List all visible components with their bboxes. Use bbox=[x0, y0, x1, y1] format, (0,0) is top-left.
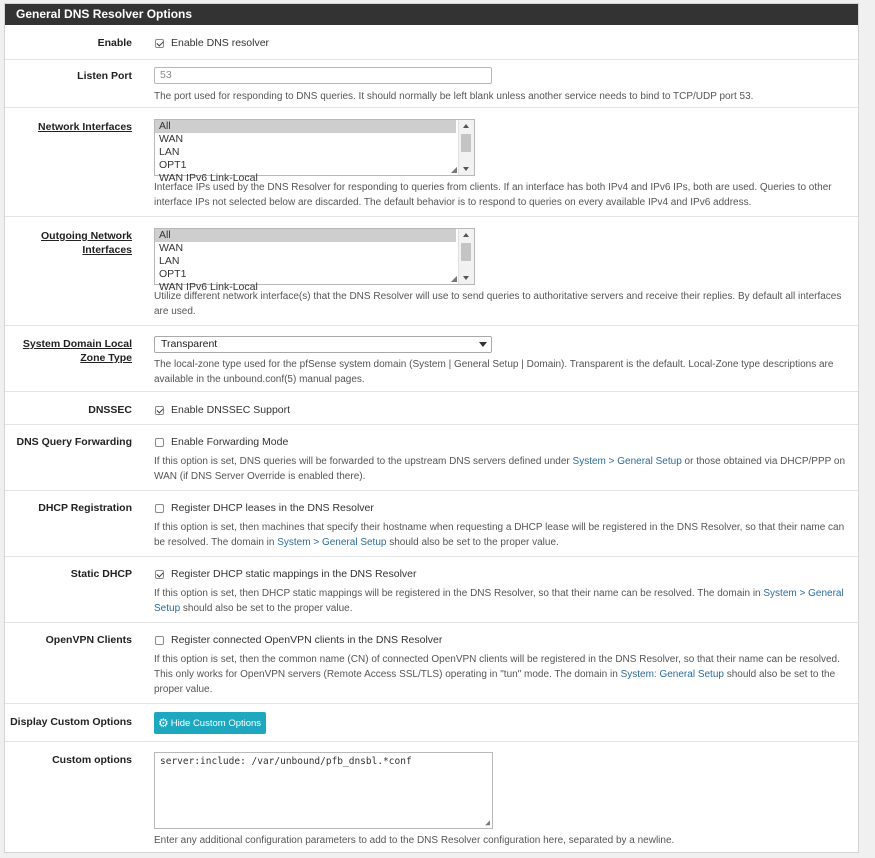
zone-type-select[interactable] bbox=[154, 336, 492, 353]
static-dhcp-help: If this option is set, then DHCP static mappings will be registered in the DNS Resolver, so that their name can be resolved. The domain in System > General Setup should also be set to the proper value. bbox=[154, 588, 844, 614]
resize-grip-icon[interactable]: ◢ bbox=[450, 165, 457, 174]
scroll-up-icon[interactable] bbox=[463, 124, 469, 128]
general-dns-resolver-panel bbox=[4, 3, 859, 853]
network-interfaces-listbox[interactable] bbox=[154, 119, 475, 184]
openvpn-label: OpenVPN Clients bbox=[45, 634, 132, 646]
openvpn-checkbox-label[interactable]: Register connected OpenVPN clients in the DNS Resolver bbox=[171, 634, 443, 646]
network-interfaces-option[interactable]: WAN bbox=[159, 133, 184, 145]
scroll-up-icon[interactable] bbox=[463, 233, 469, 237]
dnssec-checkbox-label[interactable]: Enable DNSSEC Support bbox=[171, 404, 291, 416]
enable-dns-resolver-label[interactable]: Enable DNS resolver bbox=[171, 37, 270, 49]
panel-title: General DNS Resolver Options bbox=[5, 4, 858, 25]
outgoing-interfaces-option[interactable]: WAN bbox=[159, 242, 184, 254]
listen-port-help: The port used for responding to DNS queries. It should normally be left blank unless another service needs to bind to TCP/UDP port 53. bbox=[154, 91, 754, 102]
dhcp-registration-checkbox[interactable] bbox=[155, 504, 164, 513]
resize-grip-icon[interactable]: ◢ bbox=[485, 818, 490, 827]
listen-port-label: Listen Port bbox=[77, 70, 132, 82]
listen-port-input[interactable]: 53 bbox=[154, 67, 492, 84]
outgoing-interfaces-option[interactable]: WAN IPv6 Link-Local bbox=[159, 281, 258, 293]
hide-custom-options-button[interactable] bbox=[154, 712, 266, 734]
network-interfaces-label[interactable]: Network Interfaces bbox=[38, 121, 132, 133]
forwarding-help: If this option is set, DNS queries will be forwarded to the upstream DNS servers defined under System > General Setup or those obtained via DHCP/PPP on WAN (if DNS Server Override is enabled there). bbox=[154, 456, 846, 482]
resize-grip-icon[interactable]: ◢ bbox=[450, 274, 457, 283]
scroll-thumb[interactable] bbox=[461, 134, 471, 152]
enable-label: Enable bbox=[97, 37, 132, 49]
static-dhcp-checkbox[interactable] bbox=[155, 570, 164, 579]
row-display-custom bbox=[5, 704, 858, 742]
zone-type-help: The local-zone type used for the pfSense system domain (System | General Setup | Domain). Transparent is the default. Local-Zone type descriptions are available in the unbound.conf(5) manual pages. bbox=[154, 359, 834, 385]
static-dhcp-label: Static DHCP bbox=[70, 568, 132, 580]
gear-icon: ⚙ bbox=[158, 716, 169, 730]
custom-options-textarea[interactable] bbox=[154, 752, 493, 829]
row-network-interfaces bbox=[5, 108, 858, 217]
display-custom-label: Display Custom Options bbox=[10, 716, 132, 728]
system-general-setup-link[interactable]: System > General Setup bbox=[154, 588, 844, 614]
row-dnssec bbox=[5, 392, 858, 425]
dnssec-label: DNSSEC bbox=[88, 404, 132, 416]
row-listen-port bbox=[5, 60, 858, 108]
outgoing-interfaces-option[interactable]: LAN bbox=[159, 255, 180, 267]
dhcp-registration-checkbox-label[interactable]: Register DHCP leases in the DNS Resolver bbox=[171, 502, 374, 514]
dhcp-registration-help: If this option is set, then machines that specify their hostname when requesting a DHCP lease will be registered in the DNS Resolver, so that their name can be resolved. The domain in System > General Setup should also be set to the proper value. bbox=[154, 522, 845, 548]
openvpn-checkbox[interactable] bbox=[155, 636, 164, 645]
custom-options-value: server:include: /var/unbound/pfb_dnsbl.*conf bbox=[160, 756, 412, 767]
outgoing-interfaces-option[interactable]: All bbox=[155, 229, 456, 242]
row-dhcp-registration bbox=[5, 491, 858, 557]
network-interfaces-option[interactable]: All bbox=[155, 120, 456, 133]
system-general-setup-link[interactable]: System > General Setup bbox=[572, 456, 682, 467]
hide-custom-options-label: Hide Custom Options bbox=[170, 717, 262, 729]
outgoing-interfaces-listbox[interactable] bbox=[154, 228, 475, 293]
static-dhcp-checkbox-label[interactable]: Register DHCP static mappings in the DNS Resolver bbox=[171, 568, 417, 580]
outgoing-interfaces-scrollbar[interactable] bbox=[458, 229, 474, 284]
forwarding-checkbox[interactable] bbox=[155, 438, 164, 447]
network-interfaces-help: Interface IPs used by the DNS Resolver for responding to queries from clients. If an interface has both IPv4 and IPv6 IPs, both are used. Queries to other interface IPs not selected below are discarded. The default behavior is to respond to queries on every available IPv4 and IPv6 address. bbox=[154, 182, 832, 208]
row-static-dhcp bbox=[5, 557, 858, 623]
enable-dns-resolver-checkbox[interactable] bbox=[155, 39, 164, 48]
chevron-down-icon bbox=[479, 342, 487, 347]
zone-type-value: Transparent bbox=[161, 338, 218, 350]
openvpn-help: If this option is set, then the common name (CN) of connected OpenVPN clients will be registered in the DNS Resolver, so that their name can be resolved. This only works for OpenVPN servers (Remote Access SSL/TLS) operating in "tun" mode. The domain in System: General Setup should also be set to the proper value. bbox=[154, 654, 840, 695]
dnssec-checkbox[interactable] bbox=[155, 406, 164, 415]
row-openvpn bbox=[5, 623, 858, 704]
scroll-down-icon[interactable] bbox=[463, 276, 469, 280]
forwarding-label: DNS Query Forwarding bbox=[16, 436, 132, 448]
custom-options-label: Custom options bbox=[52, 754, 132, 766]
row-forwarding bbox=[5, 425, 858, 491]
outgoing-interfaces-label[interactable]: Outgoing Network Interfaces bbox=[41, 230, 132, 256]
scroll-thumb[interactable] bbox=[461, 243, 471, 261]
row-enable bbox=[5, 25, 858, 60]
scroll-down-icon[interactable] bbox=[463, 167, 469, 171]
outgoing-interfaces-help: Utilize different network interface(s) that the DNS Resolver will use to send queries to authoritative servers and receive their replies. By default all interfaces are used. bbox=[154, 291, 842, 317]
row-zone-type bbox=[5, 326, 858, 392]
dhcp-registration-label: DHCP Registration bbox=[38, 502, 132, 514]
system-general-setup-link[interactable]: System > General Setup bbox=[277, 537, 387, 548]
network-interfaces-option[interactable]: LAN bbox=[159, 146, 180, 158]
custom-options-help: Enter any additional configuration parameters to add to the DNS Resolver configuration here, separated by a newline. bbox=[154, 835, 675, 846]
outgoing-interfaces-option[interactable]: OPT1 bbox=[159, 268, 187, 280]
network-interfaces-option[interactable]: WAN IPv6 Link-Local bbox=[159, 172, 258, 184]
forwarding-checkbox-label[interactable]: Enable Forwarding Mode bbox=[171, 436, 289, 448]
system-general-setup-link[interactable]: System: General Setup bbox=[620, 669, 724, 680]
network-interfaces-option[interactable]: OPT1 bbox=[159, 159, 187, 171]
row-outgoing-interfaces bbox=[5, 217, 858, 326]
network-interfaces-scrollbar[interactable] bbox=[458, 120, 474, 175]
zone-type-label[interactable]: System Domain Local Zone Type bbox=[22, 338, 132, 364]
row-custom-options bbox=[5, 742, 858, 852]
